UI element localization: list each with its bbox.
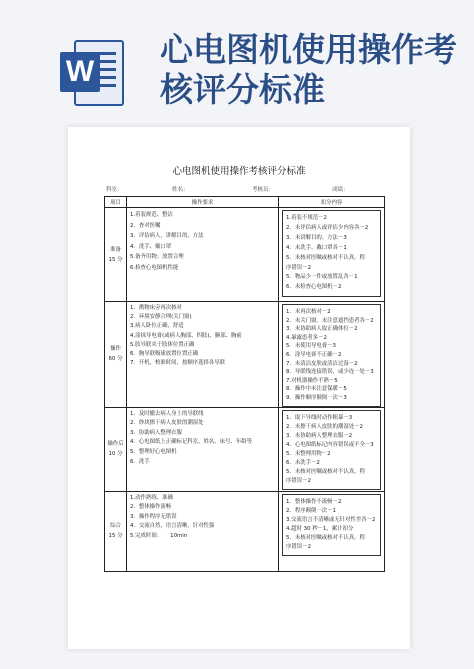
deduction-line: 1.着装不规范－2	[286, 215, 327, 221]
requirement-line: 1.着装规范、整洁	[130, 212, 173, 218]
section-cell	[105, 208, 127, 302]
info-department: 科室：	[106, 187, 123, 193]
deduction-line: 2．未擦干病人皮肤的潮湿处－2	[286, 423, 363, 430]
deduction-line: 1．整体操作不流畅－2	[286, 498, 342, 505]
requirement-line: 2．环境安静合理(关门窗)	[130, 314, 192, 321]
requirement-line: 6.检查心电图机性能	[130, 264, 179, 271]
banner	[0, 0, 474, 128]
info-name: 姓名：	[172, 187, 189, 193]
section-score: 15 分	[108, 256, 123, 263]
deduction-line: 4．心电图纸标记内容错误或不全－3	[286, 441, 374, 448]
table-row	[105, 407, 385, 491]
scoring-table	[104, 196, 385, 572]
requirement-line: 3．评估病人，讲解目的、方法	[130, 233, 204, 239]
section-name: 综合	[110, 523, 121, 530]
section-cell	[105, 302, 127, 408]
requirements-cell	[127, 208, 279, 302]
section-cell	[105, 407, 127, 491]
section-name: 准备	[110, 246, 121, 253]
deduction-line: 6．未检查心电图机－2	[286, 284, 342, 291]
deduction-line: 3．未讲解目的、方法－3	[286, 234, 347, 241]
deduction-line: 5．未核对医嘱或核对不认真，程	[286, 468, 365, 475]
requirement-line: 3．操作程序无错误	[130, 513, 177, 520]
deduction-line: 5．未整理用物－2	[286, 450, 331, 457]
requirement-line: 6．胸导联吸球放置位置正确	[130, 351, 199, 358]
info-examiner: 考核员：	[252, 187, 275, 193]
deductions-box	[282, 410, 381, 490]
deduction-line: 7．未清洁皮肤或清洁过湿－2	[286, 360, 358, 367]
requirements-cell	[127, 491, 279, 571]
deduction-line: 6．涂导电膏不正确－2	[286, 351, 342, 358]
requirement-line: 1．及时撤去病人身上的导联线	[130, 410, 204, 417]
table-row	[105, 302, 385, 408]
deduction-line: 3.交流语言不清晰或无针对性差各－2	[286, 516, 376, 523]
section-score: 15 分	[108, 533, 123, 540]
requirement-line: 4．交流自然，语言清晰，针对性强	[130, 523, 215, 530]
deduction-line: 5．未使用导电膏－3	[286, 343, 336, 350]
deduction-line: 序错误－2	[286, 543, 311, 550]
requirement-line: 4.涂抹导电膏(或病人胸部、四肢)、腕部、胸前	[130, 332, 242, 339]
requirement-line: 6．洗手	[130, 458, 150, 465]
deduction-line: 序错误－2	[286, 477, 311, 484]
requirement-line: 2．查对医嘱	[130, 222, 161, 229]
requirements-cell	[127, 302, 279, 408]
section-score: 60 分	[108, 356, 123, 363]
deduction-line: 3．未协助病人整理衣服－2	[286, 432, 353, 439]
deduction-line: 1．未再次核对－2	[286, 309, 331, 315]
deduction-line: 5．物品少一件或放置乱各－1	[286, 274, 358, 281]
deductions-cell	[279, 491, 385, 571]
requirement-line: 5.完成时间： 10min	[130, 532, 188, 539]
deductions-box	[282, 494, 381, 556]
deduction-line: 4．未洗手、戴口罩各－1	[286, 244, 347, 251]
header-deductions: 扣分内容	[279, 197, 385, 208]
table-header-row	[105, 197, 385, 208]
banner-title: 心电图机使用操作考核评分标准	[160, 30, 457, 109]
word-document-icon	[60, 40, 124, 106]
info-score: 成绩：	[332, 187, 349, 193]
header-requirements: 操作要求	[127, 197, 279, 208]
deduction-line: 4.暴露患者多－2	[286, 334, 327, 341]
requirement-line: 4．心电图纸上正确标记科室、姓名、床号、年龄等	[130, 439, 253, 446]
requirement-line: 2．整体操作流畅	[130, 504, 172, 511]
deduction-line: 2．未评估病人或评估少内容各－2	[286, 224, 369, 231]
requirement-line: 1．携物床旁再次核对	[130, 305, 182, 311]
requirement-line: 5.肢导联夹于肢体位置正确	[130, 341, 195, 348]
deductions-box	[282, 304, 381, 407]
section-score: 10 分	[108, 451, 123, 458]
section-name: 操作	[110, 346, 121, 353]
table-row	[105, 491, 385, 571]
deduction-line: 6．未洗手－2	[286, 459, 320, 466]
deduction-line: 2．未关门窗，未注意遮挡患者各－2	[286, 317, 374, 324]
table-row	[105, 208, 385, 302]
requirement-line: 3．协助病人整理衣服	[130, 429, 182, 436]
deductions-cell	[279, 208, 385, 302]
deduction-line: 8．导联线连接错误，或少连一处－3	[286, 369, 374, 376]
requirement-line: 5.备齐用物；放置合理	[130, 254, 184, 260]
deduction-line: 3．未协助病人取正确体位－2	[286, 326, 358, 333]
requirements-cell	[127, 407, 279, 491]
document-page	[68, 127, 410, 649]
deductions-cell	[279, 302, 385, 408]
document-title: 心电图机使用操作考核评分标准	[172, 166, 306, 177]
deductions-cell	[279, 407, 385, 491]
deduction-line: 4.超时 30 秒－1，累计扣分	[286, 525, 354, 532]
deduction-line: 9．操作顺序颠倒一次－3	[286, 394, 347, 401]
requirement-line: 5．整理好心电图机	[130, 448, 177, 455]
deduction-line: 2．程序颠倒一次－1	[286, 507, 336, 514]
requirement-line: 1.动作熟练、准确	[130, 494, 173, 501]
section-name: 操作后	[107, 441, 124, 448]
requirement-line: 7．开机，校准时间，按顺序选择各导联	[130, 360, 226, 367]
deduction-line: 8．操作中未注意保暖－5	[286, 386, 347, 393]
deduction-line: 1．取下导线时动作粗暴－3	[286, 414, 353, 421]
deductions-box	[282, 210, 381, 297]
header-item: 项目	[105, 197, 127, 208]
deduction-line: 序错误－2	[286, 264, 311, 271]
section-cell	[105, 491, 127, 571]
requirement-line: 4．洗手、戴口罩	[130, 243, 172, 250]
requirement-line: 3.病人卧位正确，舒适	[130, 323, 184, 330]
deduction-line: 5．未核对医嘱或核对不认真，程	[286, 254, 365, 261]
word-letter: W	[60, 52, 100, 92]
requirement-line: 2．纱块擦干病人皮肤的潮湿处	[130, 420, 204, 427]
deduction-line: 5．未核对医嘱或核对不认真，程	[286, 534, 365, 541]
deduction-line: 7.对机器操作不熟－5	[286, 377, 338, 384]
